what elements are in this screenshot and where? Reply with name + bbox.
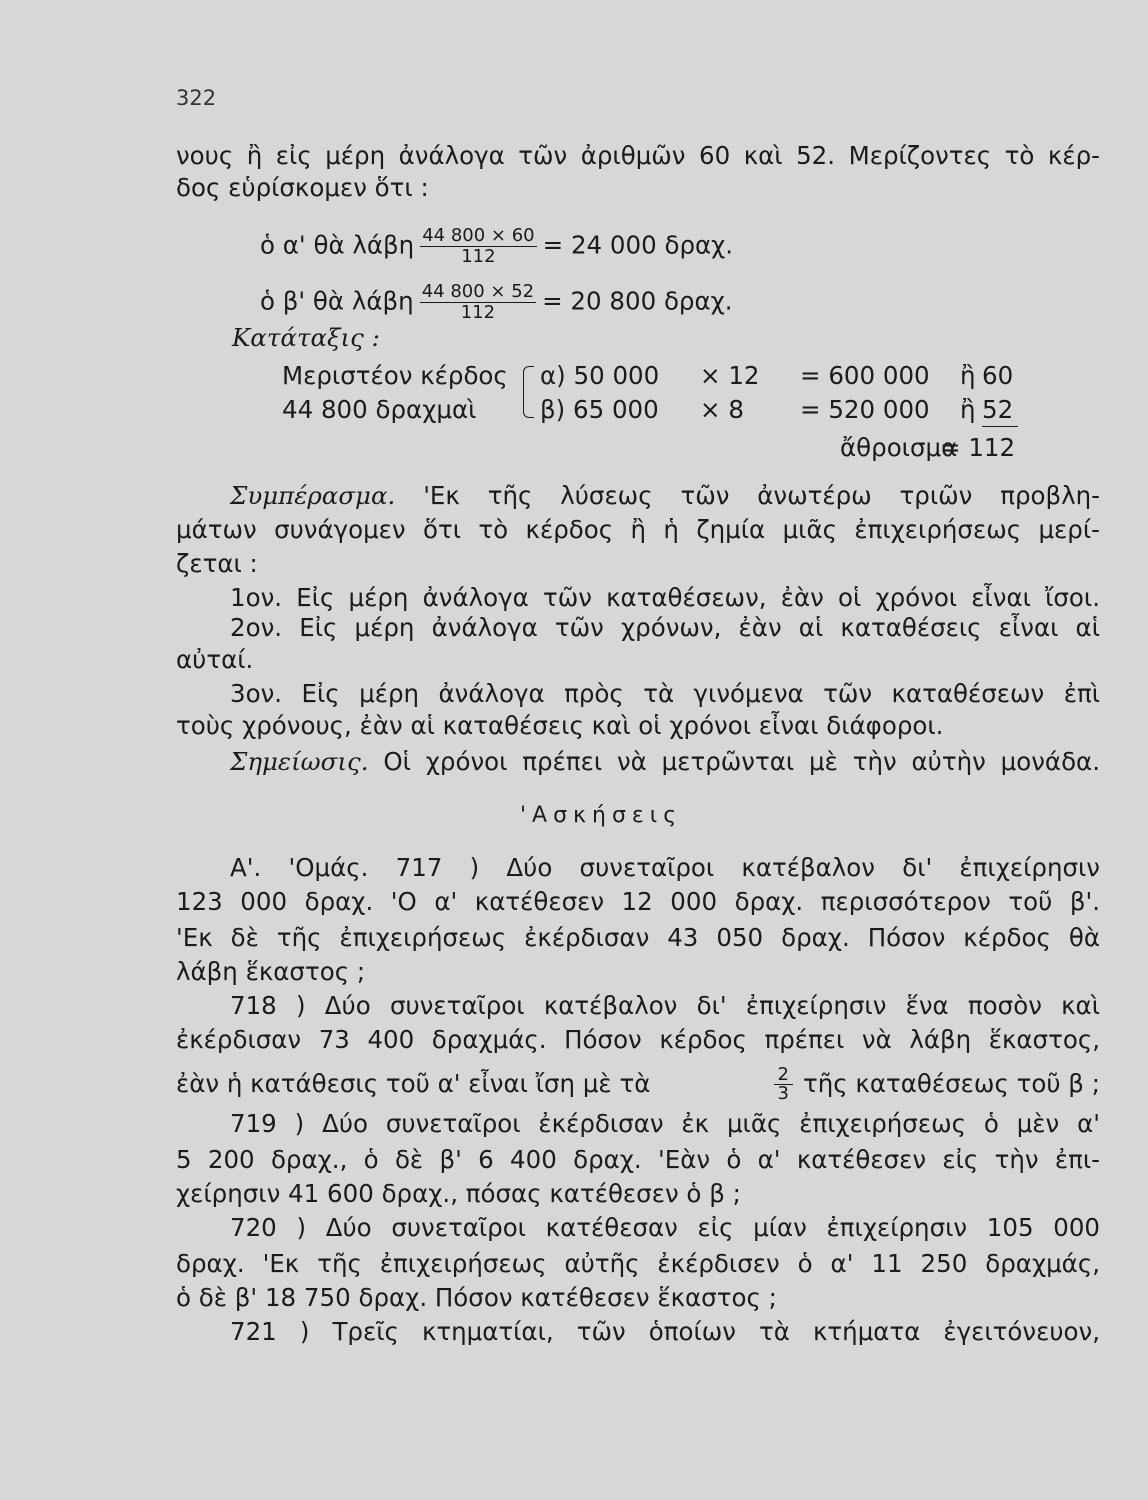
conclusion-item-3b: τοὺς χρόνους, ἐὰν αἱ καταθέσεις καὶ οἱ χρόνοι εἶναι διάφοροι. (176, 711, 944, 740)
conclusion-item-3a: 3ον. Εἰς μέρη ἀνάλογα πρὸς τὰ γινόμενα τῶν καταθέσεων ἐπὶ (230, 679, 1100, 708)
exercises-heading: 'Ασκήσεις (520, 803, 683, 828)
katataxis-row2-times: × 8 (700, 395, 744, 424)
page-number: 322 (176, 86, 217, 110)
exercise-719-line-2: 5 200 δραχ., ὁ δὲ β' 6 400 δραχ. 'Εὰν ὁ α' κατέθεσεν εἰς τὴν ἐπι- (176, 1145, 1100, 1174)
katataxis-row1-times: × 12 (700, 361, 760, 390)
katataxis-left-2: 44 800 δραχμαὶ (282, 395, 477, 424)
exercise-718-line-3 (176, 1060, 1100, 1108)
calc-b-prefix: ὁ β' θὰ λάβη (260, 286, 414, 316)
calc-a-result: = 24 000 δραχ. (542, 230, 734, 260)
conclusion-item-2b: αὐταί. (176, 645, 254, 674)
katataxis-row2-eq: = 520 000 (800, 395, 930, 424)
conclusion-line-3: ζεται : (176, 549, 258, 578)
exercise-717-line-2: 123 000 δραχ. 'Ο α' κατέθεσεν 12 000 δραχ. περισσότερον τοῦ β'. (176, 887, 1100, 916)
conclusion-line-1 (230, 480, 1100, 512)
katataxis-row2-or: ἢ (960, 395, 976, 424)
katataxis-row1-or: ἢ (960, 361, 976, 390)
note-line (230, 746, 1100, 778)
calc-a-denominator: 112 (461, 246, 496, 267)
exercise-720-line-1: 720 ) Δύο συνεταῖροι κατέθεσαν εἰς μίαν ἐπιχείρησιν 105 000 (230, 1213, 1100, 1242)
exercise-718-frac-num: 2 (774, 1066, 793, 1085)
katataxis-sum-label: ἄθροισμα (840, 433, 958, 462)
exercise-721-line-1: 721 ) Τρεῖς κτηματίαι, τῶν ὁποίων τὰ κτήματα ἐγειτόνευον, (230, 1317, 1100, 1346)
calc-a-prefix: ὁ α' θὰ λάβη (260, 230, 415, 260)
note-title: Σημείωσις. (230, 747, 369, 776)
calc-b-denominator: 112 (460, 302, 496, 323)
exercise-718-line-1: 718 ) Δύο συνεταῖροι κατέβαλον δι' ἐπιχείρησιν ἕνα ποσὸν καὶ (230, 991, 1100, 1020)
katataxis-row1-eq: = 600 000 (800, 361, 930, 390)
exercise-718-frac-den: 3 (777, 1082, 789, 1104)
katataxis-row1-val: 60 (982, 361, 1014, 390)
exercise-720-line-3: ὁ δὲ β' 18 750 δραχ. Πόσον κατέθεσεν ἕκαστος ; (176, 1283, 777, 1312)
intro-line-2: δος εὑρίσκομεν ὅτι : (176, 173, 429, 202)
calc-b-fraction (420, 282, 536, 323)
calc-b-result: = 20 800 δραχ. (542, 286, 733, 316)
calc-line-b (260, 282, 733, 323)
conclusion-item-2a: 2ον. Εἰς μέρη ἀνάλογα τῶν χρόνων, ἐὰν αἱ καταθέσεις εἶναι αἱ (230, 613, 1100, 642)
exercise-719-line-1: 719 ) Δύο συνεταῖροι ἐκέρδισαν ἐκ μιᾶς ἐπιχειρήσεως ὁ μὲν α' (230, 1109, 1100, 1138)
note-text: Οἱ χρόνοι πρέπει νὰ μετρῶνται μὲ τὴν αὐτὴν μονάδα. (368, 747, 1100, 776)
exercise-718-line-2: ἐκέρδισαν 73 400 δραχμάς. Πόσον κέρδος πρέπει νὰ λάβη ἕκαστος, (176, 1025, 1100, 1054)
katataxis-left-1: Μεριστέον κέρδος (282, 361, 508, 390)
calc-b-numerator: 44 800 × 52 (421, 281, 535, 302)
exercise-720-line-2: δραχ. 'Εκ τῆς ἐπιχειρήσεως αὐτῆς ἐκέρδισεν ὁ α' 11 250 δραχμάς, (176, 1249, 1100, 1278)
conclusion-line-2: μάτων συνάγομεν ὅτι τὸ κέρδος ἢ ἡ ζημία μιᾶς ἐπιχειρήσεως μερί- (176, 515, 1100, 544)
exercise-718-line-3b: τῆς καταθέσεως τοῦ β ; (802, 1069, 1100, 1098)
exercise-717-line-1: Α'. 'Ομάς. 717 ) Δύο συνεταῖροι κατέβαλον δι' ἐπιχείρησιν (230, 853, 1100, 882)
exercise-719-line-3: χείρησιν 41 600 δραχ., πόσας κατέθεσεν ὁ β ; (176, 1179, 741, 1208)
katataxis-row2-val: 52 (982, 394, 1018, 427)
calc-a-fraction (420, 226, 536, 267)
exercise-717-line-3: 'Εκ δὲ τῆς ἐπιχειρήσεως ἐκέρδισαν 43 050 δραχ. Πόσον κέρδος θὰ (176, 923, 1100, 952)
conclusion-line-1-text: 'Εκ τῆς λύσεως τῶν ἀνωτέρω τριῶν προβλη- (395, 481, 1100, 510)
katataxis-row1-label: α) 50 000 (540, 361, 660, 390)
exercise-718-fraction (774, 1063, 793, 1104)
brace (523, 366, 534, 418)
calc-a-numerator: 44 800 × 60 (422, 225, 535, 246)
katataxis-sum-value: = 112 (940, 433, 1016, 462)
exercise-718-line-3a: ἐὰν ἡ κατάθεσις τοῦ α' εἶναι ἴση μὲ τὰ (176, 1069, 651, 1098)
conclusion-item-1: 1ον. Εἰς μέρη ἀνάλογα τῶν καταθέσεων, ἐὰν οἱ χρόνοι εἶναι ἴσοι. (230, 583, 1100, 612)
katataxis-row2-label: β) 65 000 (540, 395, 659, 424)
calc-line-a (260, 226, 733, 267)
exercise-717-line-4: λάβη ἕκαστος ; (176, 957, 366, 986)
katataxis-title: Κατάταξις : (232, 323, 380, 352)
conclusion-title: Συμπέρασμα. (230, 481, 396, 510)
intro-line-1: νους ἢ εἰς μέρη ἀνάλογα τῶν ἀριθμῶν 60 καὶ 52. Μερίζοντες τὸ κέρ- (176, 141, 1100, 170)
